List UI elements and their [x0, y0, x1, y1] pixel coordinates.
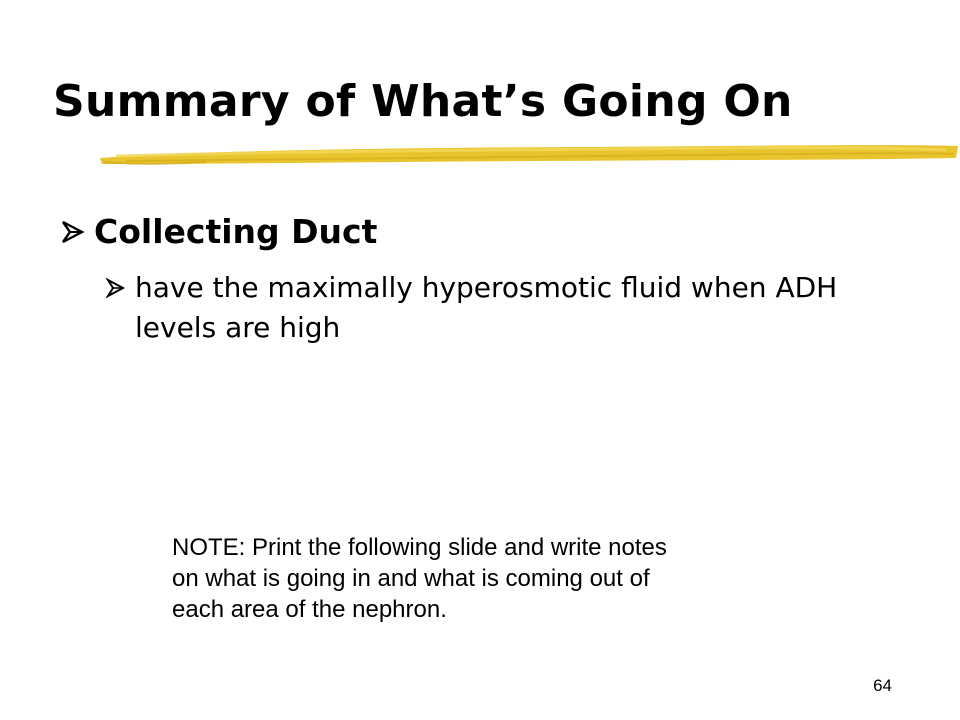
sub-bullet-text: have the maximally hyperosmotic fluid when ADH levels are high — [135, 271, 838, 344]
bullet-heading: Collecting Duct — [94, 212, 378, 251]
title-underline-stroke — [96, 138, 960, 170]
slide-title: Summary of What’s Going On — [53, 76, 793, 127]
bullet-collecting-duct — [60, 208, 377, 256]
arrow-bullet-icon — [106, 278, 126, 298]
sub-bullet-adh — [106, 268, 906, 348]
page-number: 64 — [873, 676, 892, 695]
arrow-bullet-icon — [60, 219, 86, 245]
note-text: NOTE: Print the following slide and write notes on what is going in and what is coming out of each area of the nephron. — [172, 534, 667, 623]
